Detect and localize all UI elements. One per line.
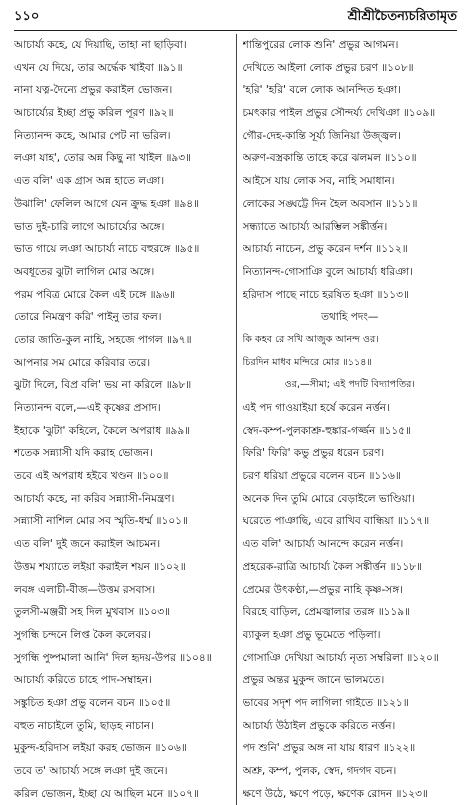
gloss-note: ওর,—সীমা; এই পদটি বিদ্যাপতির। [284,379,415,391]
verse-line: প্রহরেক-রাত্রি আচার্য্য কৈল সঙ্কীর্ত্তন ॥১১৮॥ [242,560,422,573]
verse-line: 'হরি' 'হরি' বলে লোক আনন্দিত হঞা। [242,84,401,97]
verse-line: সুগন্ধি চন্দনে লিপ্ত কৈল কলেবর। [14,628,151,641]
verse-line: আইসে যায় লোক সব, নাহি সমাধান। [242,175,395,188]
verse-line: উঝালি' ফেলিল আগে যেন ক্রুদ্ধ হঞা ॥৯৪॥ [14,197,200,210]
verse-line: নিত্যানন্দ-গোসাঞি বুলে আচার্য্য ধরিঞা। [242,265,413,278]
verse-line: ইহাকে 'ঝুটা' কহিলে, কৈলে অপরাধ ॥৯৯॥ [14,424,191,437]
verse-line: তোর জাতি-কুল নাহি, সহজে পাগল ॥৯৭॥ [14,333,192,346]
verse-line: গৌর-দেহ-কান্তি সূর্য্য জিনিয়া উজ্জ্বল। [242,129,401,142]
verse-line: অশ্রু, কম্প, পুলক, স্বেদ, গদগদ বচন। [242,765,397,777]
verse-line: ঝুটা দিলে, বিপ্র বলি' ভয় না করিলে ॥৯৮॥ [14,379,192,392]
verse-line: নানা যত্ন-দৈন্যে প্রভুর করাইল ভোজন। [14,84,173,97]
verse-line: আচার্য্যের ইচ্ছা প্রভু করিল পূরণ ॥৯২॥ [14,107,174,120]
right-column [236,34,458,805]
verse-line: সুগন্ধি পুষ্পমালা আনি' দিল হৃদয়-উপর ॥১০৪॥ [14,651,212,664]
verse-line: এই পদ গাওয়াইয়া হর্ষে করেন নর্ত্তন। [242,402,390,414]
verse-line: অরুণ-বস্ত্রকান্তি তাহে করে ঝলমল ॥১১০॥ [242,152,417,165]
verse-line: ভাত গায়ে লঞা আচার্য্য নাচে বহুরঙ্গে ॥৯৫॥ [14,243,200,256]
verse-line: চমৎকার পাইল প্রভুর সৌন্দর্য্য দেখিঞা ॥১০৯॥ [242,107,436,120]
text-columns [14,34,457,805]
verse-line: প্রেমের উৎকণ্ঠা,—প্রভুর নাহি কৃষ্ণ-সঙ্গ। [242,583,403,596]
verse-line: এত বলি' আচার্য্য আনন্দে করেন নর্ত্তন। [242,538,404,551]
verse-line: ক্ষণে উঠে, ক্ষণে পড়ে, ক্ষণেক রোদন ॥১২৩॥ [242,787,428,800]
verse-line: বিরহে বাড়িল, প্রেমজ্বালার তরঙ্গ ॥১১৯॥ [242,606,411,619]
verse-line: শান্তিপুরের লোক শুনি' প্রভুর আগমন। [242,39,399,51]
verse-line: আপনার সম মোরে করিবার তরে। [14,356,151,369]
verse-line: নিত্যানন্দ বলে,—এই কৃষ্ণের প্রসাদ। [14,402,161,414]
verse-line: ভাবের সদৃশ পদ লাগিলা গাইতে ॥১২১॥ [242,696,409,709]
verse-line: প্রভুর অন্তর মুকুন্দ জানে ভালমতে। [242,674,385,687]
verse-line: চরণ ধরিয়া প্রভুরে বলেন বচন ॥১১৬॥ [242,470,401,483]
verse-line: অবধূতের ঝুটা লাগিল মোর অঙ্গে। [14,265,155,278]
verse-line: ব্যাকুল হঞা প্রভু ভূমেতে পড়িলা। [242,628,381,641]
quoted-verse-line: কি কহব রে সখি আজুক আনন্দ ওর। [242,333,379,345]
verse-line: তোরে নিমন্ত্রণ করি' পাইনু তার ফল। [14,311,162,324]
left-column [14,34,236,805]
verse-line: আচার্য্য করিতে চাহে পাদ-সম্বাহন। [14,674,152,687]
quoted-verse-line: চিরদিন মাধব মন্দিরে মোর ॥১১৪॥ [242,356,372,368]
verse-line: তবে ত' আচার্য্য সঙ্গে লঞা দুই জনে। [14,765,168,777]
verse-line: শতেক সন্ন্যাসী যদি করাহ ভোজন। [14,447,153,460]
verse-line: নিত্যানন্দ কহে, আমার পেট না ভরিল। [14,129,171,142]
page-header [14,6,457,28]
verse-line: পদ শুনি' প্রভুর অঙ্গ না যায় ধারণ ॥১২২॥ [242,742,416,755]
verse-line: সঙ্কুচিত হঞা প্রভু বলেন বচন ॥১০৫॥ [14,696,171,709]
verse-line: মুকুন্দ-হরিদাস লইয়া করহ ভোজন ॥১০৬॥ [14,742,187,755]
verse-line: গোসাঞি দেখিয়া আচার্য্য নৃত্য সম্বরিলা ॥১২০॥ [242,651,439,664]
page-number: ১১০ [14,9,40,24]
verse-line: আচার্য্য কহে, না করিব সন্ন্যাসী-নিমন্ত্রণ। [14,492,175,505]
verse-line: স্বেদ-কম্প-পুলকাশ্রু-হুঙ্কার-গর্জ্জন ॥১১৫॥ [242,424,411,437]
verse-line: এত বলি' এক গ্রাস অন্ন হাতে লঞা। [14,175,165,188]
verse-line: লবঙ্গ এলাচী-বীজ—উত্তম রসবাস। [14,583,156,596]
verse-line: বহুত নাচাইলে তুমি, ছাড়হ নাচান। [14,719,154,732]
column-divider [236,34,237,805]
verse-line: এখন যে দিয়ে, তার অর্দ্ধেক খাইবা ॥৯১॥ [14,61,183,74]
verse-line: আচার্য্য কহে, যে দিয়াছি, তাহা না ছাড়িবা। [14,39,187,51]
verse-line: সন্ন্যাসী নাশিল মোর সব স্মৃতি-ধর্ম্ম ॥১০১॥ [14,515,188,528]
verse-line: দেখিতে আইলা লোক প্রভুর চরণ ॥১০৮॥ [242,61,414,74]
verse-line: অনেক দিন তুমি মোরে বেড়াইলে ভাণ্ডিয়া। [242,492,415,505]
verse-line: এত বলি' দুই জনে করাইল আচমন। [14,538,161,551]
verse-line: তুলসী-মঞ্জরী সহ দিল মুখবাস ॥১০৩॥ [14,606,171,619]
verse-line: সন্ধ্যাতে আচার্য্য আরম্ভিল সঙ্কীর্ত্তন। [242,220,388,233]
verse-line: তবে এই অপরাধ হইবে খণ্ডন ॥১০০॥ [14,470,169,483]
quotation-heading: তথাহি পদং— [321,311,379,324]
verse-line: উত্তম শয্যাতে লইয়া করাইল শয়ন ॥১০২॥ [14,560,186,573]
verse-line: পরম পবিত্র মোরে কৈল এই ঢঙ্গে ॥৯৬॥ [14,288,176,301]
running-title: শ্রীশ্রীচৈতন্যচরিতামৃত [347,9,457,24]
verse-line: হরিদাস পাছে নাচে হরষিত হঞা ॥১১৩॥ [242,288,409,301]
header-rule [14,30,457,31]
verse-line: ঘরেতে পাঞাছি, এবে রাখিব বান্ধিয়া ॥১১৭॥ [242,515,430,528]
verse-line: লোকের সঙ্ঘট্টে দিন হৈল অবসান ॥১১১॥ [242,197,418,210]
verse-line: আচার্য্য নাচেন, প্রভু করেন দর্শন ॥১১২॥ [242,243,408,256]
verse-line: ফিরি' ফিরি' কভু প্রভুর ধরেন চরণ। [242,447,385,460]
verse-line: করিল ভোজন, ইচ্ছা যে আছিল মনে ॥১০৭॥ [14,787,199,800]
verse-line: লঞা যাহ', তোর অন্ন কিছু না খাইল ॥৯৩॥ [14,152,191,165]
verse-line: আচার্য্য উঠাইল প্রভুকে করিতে নর্ত্তন। [242,719,396,732]
verse-line: ভাত দুই-চারি লাগে আচার্য্যের অঙ্গে। [14,220,165,233]
